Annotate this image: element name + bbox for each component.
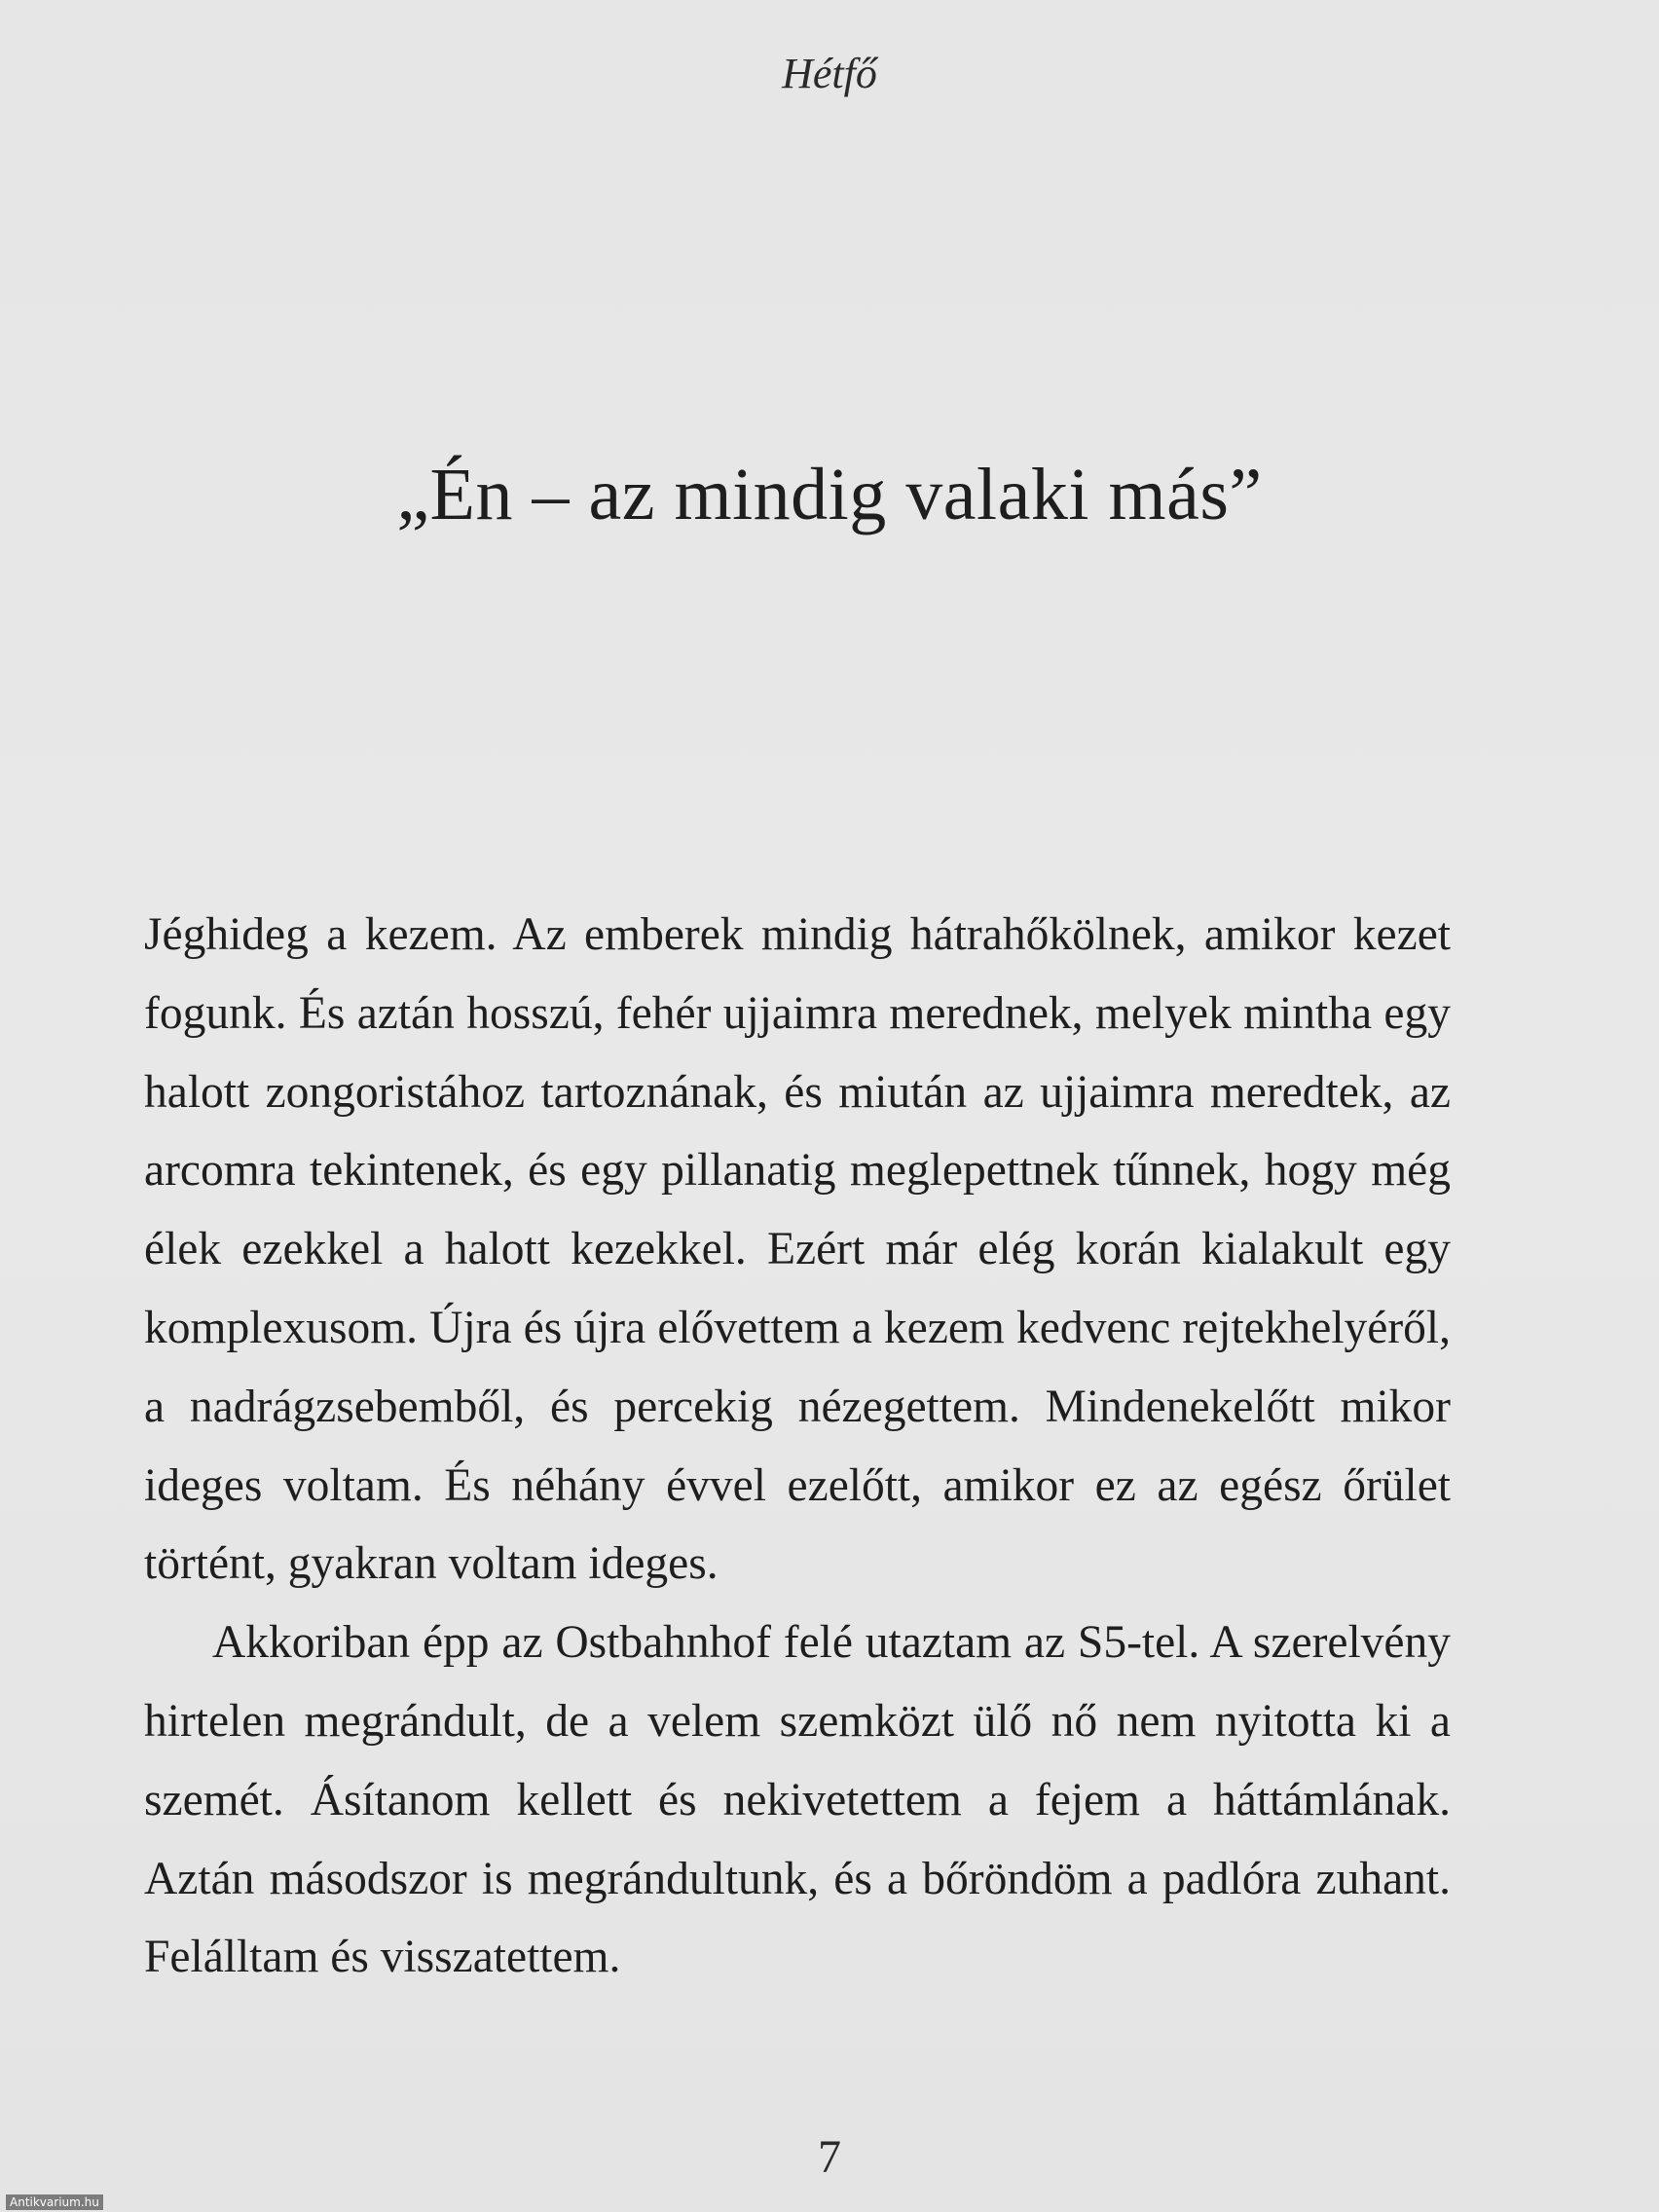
running-head: Hétfő <box>782 50 877 97</box>
page-number: 7 <box>818 2131 841 2183</box>
body-text <box>144 896 1451 1997</box>
paragraph-2: Akkoriban épp az Ostbahnhof felé utaztam az S5-tel. A szerelvény hirtelen megrándult, de a velem szemközt ülő nő nem nyitotta ki a szemét. Ásítanom kellett és nekivetettem a fejem a háttámlának. Aztán másodszor is megrándultunk, és a bőröndöm a padlóra zuhant. Felálltam és visszatettem. <box>144 1617 1451 1983</box>
paragraph-1: Jéghideg a kezem. Az emberek mindig hátrahőkölnek, amikor kezet fogunk. És aztán hosszú, fehér ujjaimra merednek, melyek mintha egy halott zongoristához tartoznának, és miután az ujjaimra meredtek, az arcomra tekintenek, és egy pillanatig meglepettnek tűnnek, hogy még élek ezekkel a halott kezekkel. Ezért már elég korán kialakult egy komplexusom. Újra és újra elővettem a kezem kedvenc rejtekhelyéről, a nadrágzsebemből, és percekig nézegettem. Mindenekelőtt mikor ideges voltam. És néhány évvel ezelőtt, amikor ez az egész őrület történt, gyakran voltam ideges. <box>144 909 1451 1590</box>
chapter-title: „Én – az mindig valaki más” <box>396 454 1263 535</box>
watermark: Antikvarium.hu <box>6 2194 103 2210</box>
